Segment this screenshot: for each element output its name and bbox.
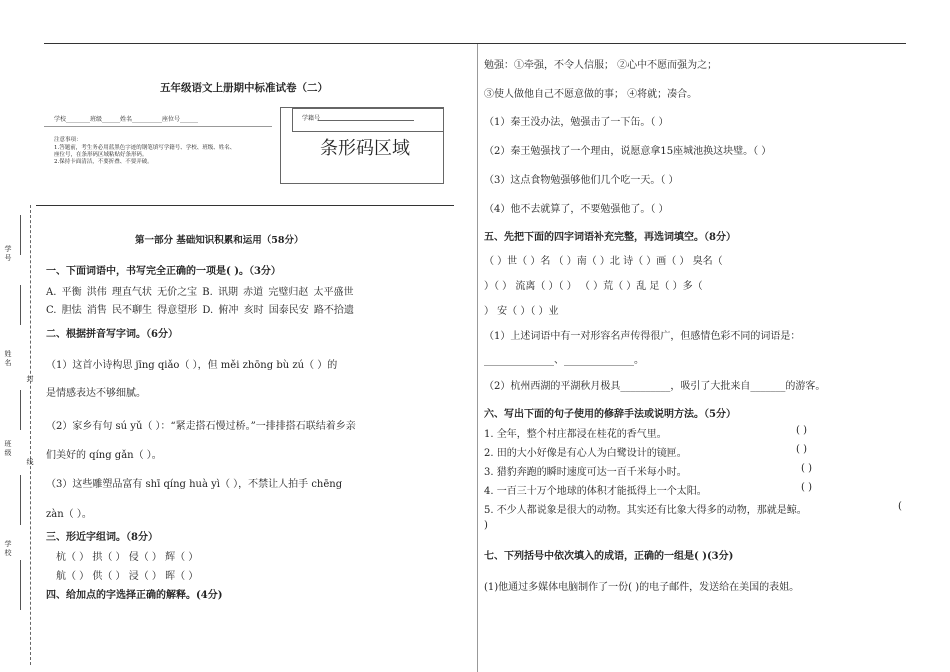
q5-sentence-1-blanks: ______________、______________。	[484, 355, 644, 366]
q6-line-4: 4. 一百三十万个地球的体积才能抵得上一个太阳。	[484, 486, 707, 497]
q4-sentence-2: （2）秦王勉强找了一个理由，说愿意拿15座城池换这块璧。（ ）	[484, 146, 772, 157]
side-label-xuehao: 学号	[4, 245, 12, 262]
header-bottom-rule	[36, 205, 454, 206]
q5-title: 五、先把下面的四字词语补充完整，再选词填空。（8分）	[484, 232, 736, 243]
q2-line-2: 是情感表达不够细腻。	[46, 388, 146, 399]
seal-dashed-line	[30, 205, 31, 665]
student-no-label: 学籍号	[302, 115, 321, 122]
q1-line-1: A. 平衡 洪伟 理直气状 无价之宝 B. 讯期 赤道 完璧归赵 太平盛世	[46, 287, 354, 298]
q2-line-1: （1）这首小诗构思 jīng qiǎo（ ），但 měi zhōng bù zú（ ）的	[46, 360, 338, 371]
side-label-xuexiao: 学校	[4, 540, 12, 557]
notice-line-2: 座位号，在条形码区域粘贴好条形码。	[54, 152, 148, 158]
q5-row-2: ）（ ） 流离（ ）（ ） （ ）荒（ ）乱 足（ ）多（	[484, 281, 703, 292]
q5-row-1: （ ）世（ ）名 （ ）南（ ）北 诗（ ）画（ ） 臭名（	[484, 256, 723, 267]
q4-definition-2: ③使人做他自己不愿意做的事； ④将就；凑合。	[484, 89, 698, 100]
q2-line-6: zàn（ ）。	[46, 509, 92, 520]
side-label-xian: 线	[26, 458, 34, 466]
notice-line-3: 2.保持卡面清洁，不要折叠、不要弄破。	[54, 159, 153, 165]
q6-line-2: 2. 田的大小好像是有心人为白鹭设计的镜匣。	[484, 448, 687, 459]
q6-answer-5-open: (	[898, 501, 902, 512]
top-rule	[44, 43, 906, 44]
part1-title: 第一部分 基础知识积累和运用（58分）	[135, 235, 304, 246]
side-label-xingming: 姓名	[4, 350, 12, 367]
q7-line-1: (1)他通过多媒体电脑制作了一份( )的电子邮件，发送给在美国的表姐。	[484, 582, 800, 593]
side-label-feng: 封	[26, 375, 34, 383]
q2-line-4: 们美好的 qíng gǎn（ ）。	[46, 450, 162, 461]
q6-line-3: 3. 猎豹奔跑的瞬时速度可达一百千米每小时。	[484, 467, 687, 478]
column-divider	[477, 44, 478, 672]
margin-line-4	[20, 475, 21, 525]
q5-row-3: ） 安（ ）（ ）业	[484, 306, 559, 317]
q6-answer-1: ( )	[796, 425, 807, 436]
q6-answer-4: ( )	[801, 482, 812, 493]
margin-line-1	[20, 215, 21, 255]
q3-title: 三、形近字组词。（8分）	[46, 532, 158, 543]
notice-line-1: 1.答题前，考生务必用蓝黑色字迹的钢笔填写学籍号、学校、班级、姓名、	[54, 145, 236, 151]
q4-sentence-4: （4）他不去就算了，不要勉强他了。（ ）	[484, 204, 669, 215]
q2-line-3: （2）家乡有句 sú yǔ（ ）：“紧走搭石慢过桥。”一排排搭石联结着乡亲	[46, 421, 356, 432]
q4-sentence-3: （3）这点食物勉强够他们几个吃一天。（ ）	[484, 175, 679, 186]
q6-answer-5-close: )	[484, 520, 488, 531]
q4-sentence-1: （1）秦王没办法，勉强击了一下缶。（ ）	[484, 117, 669, 128]
q5-sentence-1: （1）上述词语中有一对形容名声传得很广，但感情色彩不同的词语是：	[484, 331, 801, 342]
notice-title: 注意事项：	[54, 137, 82, 143]
q6-line-1: 1. 全年，整个村庄都浸在桂花的香气里。	[484, 429, 667, 440]
barcode-label: 条形码区域	[320, 138, 410, 159]
q6-answer-3: ( )	[801, 463, 812, 474]
q4-definition-1: 勉强：①牵强，不令人信服； ②心中不愿而强为之；	[484, 60, 718, 71]
margin-line-5	[20, 560, 21, 610]
q2-line-5: （3）这些雕塑品富有 shī qíng huà yì（ ），不禁让人拍手 chēng	[46, 479, 343, 490]
side-label-banji: 班级	[4, 440, 12, 457]
margin-line-3	[20, 390, 21, 430]
q1-title: 一、下面词语中，书写完全正确的一项是( )。（3分）	[46, 266, 281, 277]
q6-line-5: 5. 不少人都说象是很大的动物。其实还有比象大得多的动物，那就是鲸。	[484, 505, 807, 516]
q5-sentence-2: （2）杭州西湖的平湖秋月极具__________，吸引了大批来自_______的游客。	[484, 381, 826, 392]
q1-line-2: C. 胆怯 消售 民不聊生 得意望形 D. 俯冲 亥时 国泰民安 路不拾遗	[46, 305, 354, 316]
header-rule	[44, 126, 272, 127]
q4-title: 四、给加点的字选择正确的解释。(4分)	[46, 590, 223, 601]
header-fields: 学校________班级______姓名__________座位号______	[54, 116, 199, 123]
margin-line-2	[20, 285, 21, 325]
q6-answer-2: ( )	[796, 444, 807, 455]
q2-title: 二、根据拼音写字词。（6分）	[46, 329, 178, 340]
q7-title: 七、下列括号中依次填入的成语，正确的一组是( )(3分)	[484, 551, 734, 562]
q6-title: 六、写出下面的句子使用的修辞手法或说明方法。（5分）	[484, 409, 736, 420]
q3-line-1: 杭（ ） 拱（ ） 侵（ ） 辉（ ）	[56, 552, 199, 563]
q3-line-2: 航（ ） 供（ ） 浸（ ） 晖（ ）	[56, 571, 199, 582]
exam-title: 五年级语文上册期中标准试卷（二）	[160, 82, 328, 94]
